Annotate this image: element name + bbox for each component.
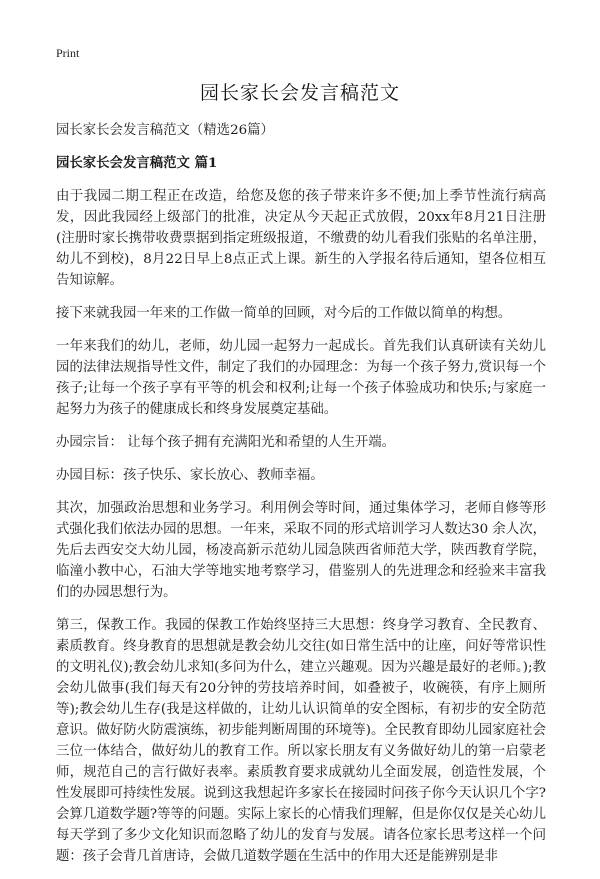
paragraph: 其次，加强政治思想和业务学习。利用例会等时间，通过集体学习，老师自修等形式强化我们依法办园的思想。一年来，采取不同的形式培训学习人数达30 余人次，先后去西安交大幼儿园，杨凌高新示范幼儿园急陕西省师范大学，陕西教育学院，临潼小教中心，石油大学等地实地考察学习，借鉴别人的先进理念和经验来丰富我们的办园思想行为。 [56,501,546,600]
paragraph: 办园目标：孩子快乐、家长放心、教师幸福。 [56,468,324,483]
paragraph: 办园宗旨： 让每个孩子拥有充满阳光和希望的人生开端。 [56,435,396,450]
print-link[interactable]: Print [56,46,80,60]
paragraph: 接下来就我园一年来的工作做一简单的回顾，对今后的工作做以简单的构想。 [56,306,512,321]
article-subtitle: 园长家长会发言稿范文（精选26篇） [56,123,274,138]
section-heading: 园长家长会发言稿范文 篇1 [56,155,218,171]
article-body [56,120,546,879]
paragraph: 由于我园二期工程正在改造，给您及您的孩子带来许多不便;加上季节性流行病高发，因此我园经上级部门的批准，决定从今天起正式放假，20xx年8月21日注册(注册时家长携带收费票据到指定班级报道，不缴费的幼儿看我们张贴的名单注册，幼儿不到校)，8月22日早上8点正式上课。新生的入学报名待后通知，望各位相互告知谅解。 [56,189,546,288]
paragraph: 第三，保教工作。我园的保教工作始终坚持三大思想：终身学习教育、全民教育、素质教育。终身教育的思想就是教会幼儿交往(如日常生活中的让座，问好等常识性的文明礼仪);教会幼儿求知(多问为什么，建立兴趣观。因为兴趣是最好的老师。);教会幼儿做事(我们每天有20分钟的劳技培养时间，如叠被子，收碗筷，有序上厕所等);教会幼儿生存(我是这样做的，让幼儿认识简单的安全图标，有初步的安全防范意识。做好防火防震演练，初步能判断周围的环境等)。全民教育即幼儿园家庭社会三位一体结合，做好幼儿的教育工作。所以家长朋友有义务做好幼儿的第一启蒙老师，规范自己的言行做好表率。素质教育要求成就幼儿全面发展，创造性发展，个性发展即可持续性发展。说到这我想起许多家长在接园时问孩子你今天认识几个字?会算几道数学题?等等的问题。实际上家长的心情我们理解，但是你仅仅是关心幼儿每天学到了多少文化知识而忽略了幼儿的发育与发展。请各位家长思考这样一个问题：孩子会背几首唐诗，会做几道数学题在生活中的作用大还是能辨别是非 [56,618,546,864]
page-title: 园长家长会发言稿范文 [199,82,400,104]
paragraph: 一年来我们的幼儿，老师，幼儿园一起努力一起成长。首先我们认真研读有关幼儿园的法律法规指导性文件，制定了我们的办园理念：为每一个孩子努力,赏识每一个孩子;让每一个孩子享有平等的机会和权利;让每一个孩子体验成功和快乐;与家庭一起努力为孩子的健康成长和终身发展奠定基础。 [56,339,546,417]
